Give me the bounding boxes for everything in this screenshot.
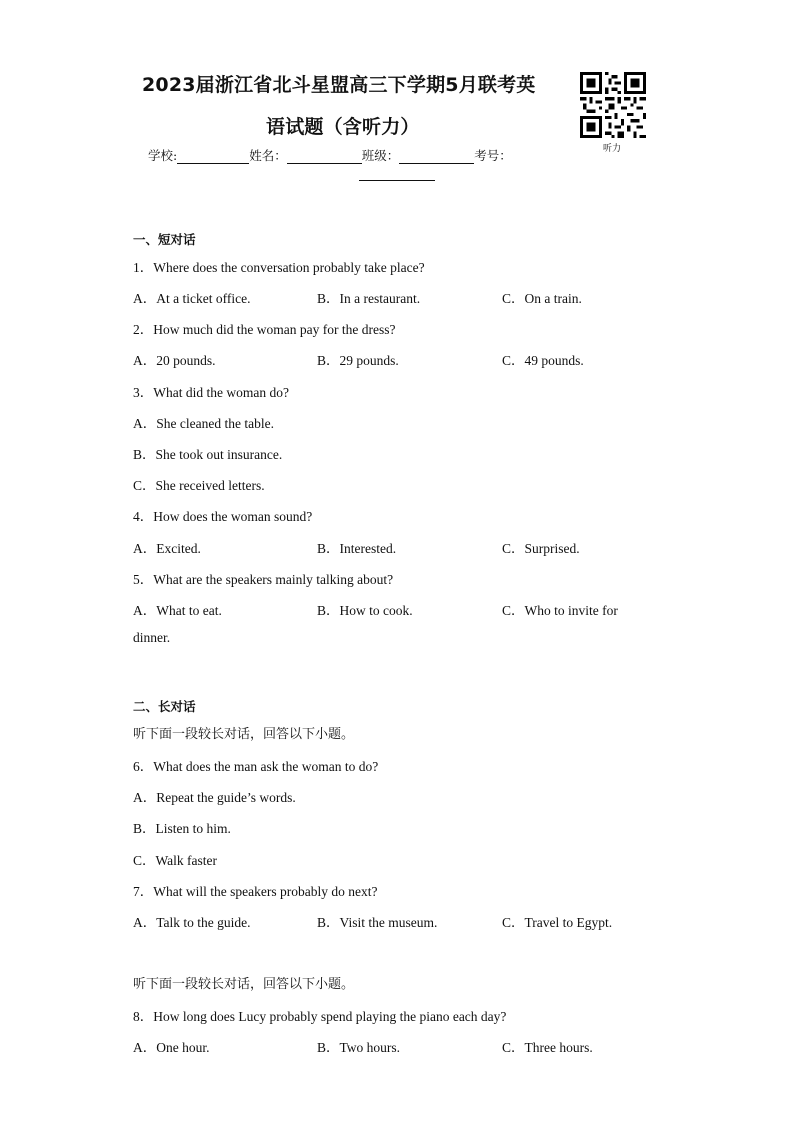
question-3-option-b[interactable]: B．She took out insurance. <box>133 447 283 462</box>
section-2-instruction-2: 听下面一段较长对话，回答以下小题。 <box>133 977 355 992</box>
section-2-instruction: 听下面一段较长对话，回答以下小题。 <box>133 727 355 742</box>
school-label: 学校: <box>148 148 178 163</box>
question-7-stem: 7．What will the speakers probably do next? <box>133 884 378 899</box>
name-blank[interactable] <box>287 149 362 164</box>
question-7-option-c[interactable]: C．Travel to Egypt. <box>502 915 613 930</box>
exam-no-blank[interactable] <box>359 166 435 181</box>
question-8-option-a[interactable]: A．One hour. <box>133 1040 210 1055</box>
question-6-stem: 6．What does the man ask the woman to do? <box>133 759 379 774</box>
question-2-option-a[interactable]: A．20 pounds. <box>133 353 216 368</box>
question-2-option-c[interactable]: C．49 pounds. <box>502 353 584 368</box>
question-5-stem: 5．What are the speakers mainly talking about? <box>133 572 394 587</box>
question-1-option-c[interactable]: C．On a train. <box>502 291 582 306</box>
school-blank[interactable] <box>177 149 249 164</box>
question-2-stem: 2．How much did the woman pay for the dress? <box>133 322 396 337</box>
question-4-stem: 4．How does the woman sound? <box>133 509 313 524</box>
question-8-option-c[interactable]: C．Three hours. <box>502 1040 593 1055</box>
question-4-option-b[interactable]: B．Interested. <box>317 541 397 556</box>
question-6-option-b[interactable]: B．Listen to him. <box>133 821 231 836</box>
qr-code-icon <box>580 72 646 138</box>
question-3-option-c[interactable]: C．She received letters. <box>133 478 265 493</box>
class-blank[interactable] <box>399 149 474 164</box>
question-5-option-c-continuation: dinner. <box>133 630 171 645</box>
question-1-option-a[interactable]: A．At a ticket office. <box>133 291 251 306</box>
question-8-option-b[interactable]: B．Two hours. <box>317 1040 401 1055</box>
question-4-option-c[interactable]: C．Surprised. <box>502 541 580 556</box>
student-info-row <box>148 146 512 164</box>
question-7-option-a[interactable]: A．Talk to the guide. <box>133 915 251 930</box>
class-label: 班级： <box>361 148 400 163</box>
question-8-stem: 8．How long does Lucy probably spend playing the piano each day? <box>133 1009 507 1024</box>
question-5-option-c[interactable]: C．Who to invite for <box>502 603 618 618</box>
question-4-option-a[interactable]: A．Excited. <box>133 541 201 556</box>
question-1-option-b[interactable]: B．In a restaurant. <box>317 291 421 306</box>
exam-no-label: 考号： <box>474 148 512 163</box>
qr-caption: 听力 <box>603 144 622 154</box>
question-7-option-b[interactable]: B．Visit the museum. <box>317 915 438 930</box>
question-5-option-b[interactable]: B．How to cook. <box>317 603 413 618</box>
section-2-heading: 二、长对话 <box>133 699 196 714</box>
name-label: 姓名： <box>249 148 287 163</box>
question-3-option-a[interactable]: A．She cleaned the table. <box>133 416 274 431</box>
question-1-stem: 1．Where does the conversation probably take place? <box>133 260 425 275</box>
question-6-option-a[interactable]: A．Repeat the guide’s words. <box>133 790 296 805</box>
document-title-line-1: 2023届浙江省北斗星盟高三下学期5月联考英 <box>142 74 536 96</box>
question-3-stem: 3．What did the woman do? <box>133 385 289 400</box>
question-5-option-a[interactable]: A．What to eat. <box>133 603 222 618</box>
question-6-option-c[interactable]: C．Walk faster <box>133 853 218 868</box>
section-1-heading: 一、短对话 <box>133 232 196 247</box>
document-title-line-2: 语试题（含听力） <box>266 116 420 138</box>
question-2-option-b[interactable]: B．29 pounds. <box>317 353 399 368</box>
